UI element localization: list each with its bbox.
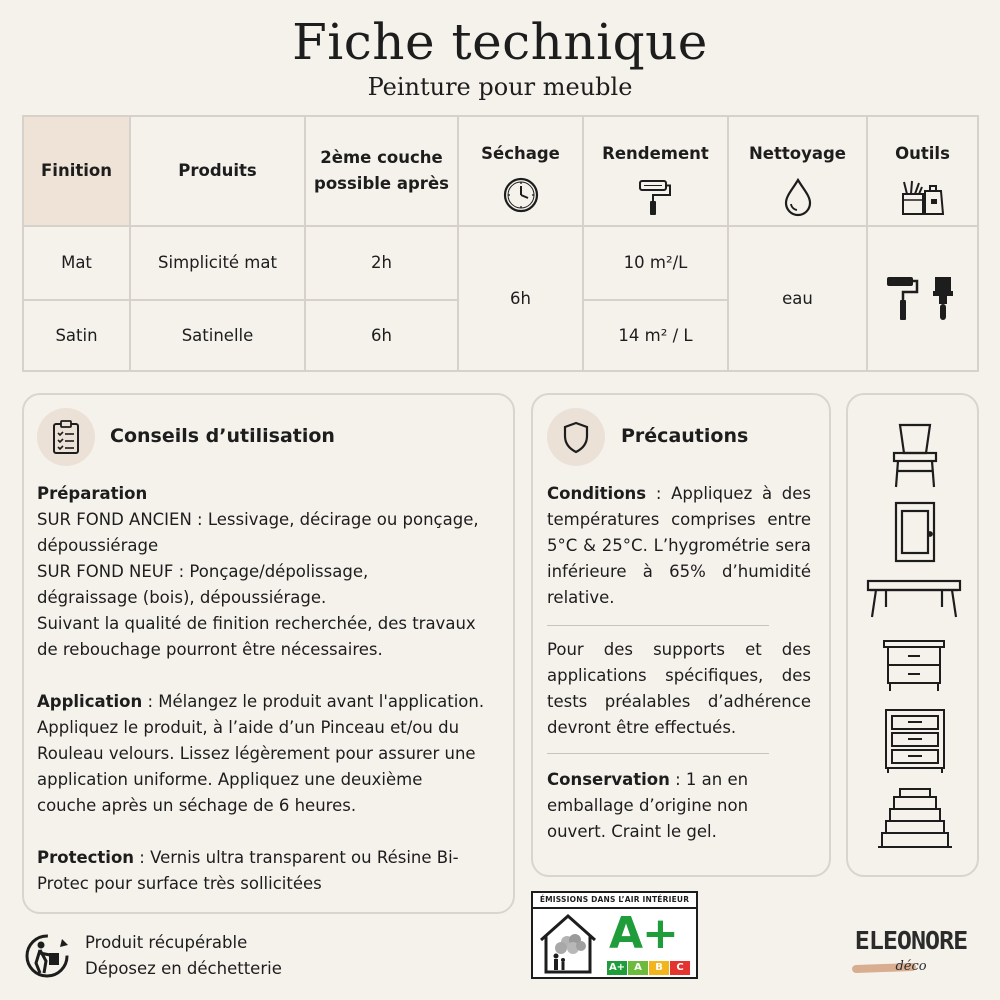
conseils-icon-circle [37,408,95,466]
precautions-title: Précautions [621,425,749,447]
door-icon [896,503,934,561]
row-mat-produit: Simplicité mat [158,253,277,272]
supports-line: applications spécifiques, des [547,666,811,685]
recycle-line2: Déposez en déchetterie [85,959,282,978]
preparation-line: SUR FOND NEUF : Ponçage/dépolissage, [37,562,369,581]
chair-icon [894,425,936,487]
header-nettoyage [729,117,866,227]
scale-aplus: A+ [608,962,626,973]
row-mat-finition: Mat [61,253,92,272]
recycle-text [85,930,282,982]
conditions-line: : Appliquez à des [646,484,811,503]
conditions-title: Conditions [547,484,647,503]
scale-b: B [649,961,669,975]
conditions-line: températures comprises entre [547,510,811,529]
application-line: Appliquez le produit, à l’aide d’un Pinceau et/ou du [37,718,460,737]
header-finition: Finition [41,161,112,180]
sechage-value: 6h [510,288,531,308]
brand-sub: déco [895,959,927,974]
header-nettoyage-label: Nettoyage [748,144,846,163]
row-mat-rendement: 10 m²/L [623,253,688,272]
row-satin-finition: Satin [55,325,98,345]
roller-and-brush-icon [883,274,963,324]
scale-c: C [670,961,690,975]
conservation-title: Conservation [547,770,670,789]
supports-line: Pour des supports et des [547,640,811,659]
water-drop-icon [780,177,816,217]
header-rendement [584,117,727,227]
brand-name: ELEONORE [854,926,968,955]
house-icon [537,912,599,974]
header-couche [306,117,457,225]
tech-table [22,115,979,372]
stairs-icon [878,789,952,847]
conditions-line: relative. [547,588,615,607]
precautions-card [531,393,831,877]
separator [547,753,769,754]
scale-a: A [628,961,648,975]
emissions-label: ÉMISSIONS DANS L’AIR INTÉRIEUR [539,895,690,904]
row-satin-couche: 6h [371,325,392,345]
shield-icon [561,420,591,454]
page-title: Fiche technique [292,13,708,71]
conservation-text [547,767,811,845]
furniture-illustrations [848,395,977,875]
emissions-grade: A+ [609,908,678,959]
conseils-body [37,481,507,897]
row-satin-produit: Satinelle [181,325,254,345]
supports-line: devront être effectués. [547,718,737,737]
protection-title: Protection [37,848,135,867]
header-sechage [459,117,582,227]
header-couche-line1: 2ème couche [320,148,443,167]
application-line: application uniforme. Appliquez une deuxième [37,770,423,789]
table-icon [868,581,960,617]
application-line: Rouleau velours. Lissez légèrement pour assurer une [37,744,476,763]
preparation-line: Suivant la qualité de finition recherchée, des travaux [37,614,476,633]
header-outils-label: Outils [895,144,950,163]
preparation-line: SUR FOND ANCIEN : Lessivage, décirage ou ponçage, [37,510,479,529]
conservation-line: emballage d’origine non [547,796,749,815]
checklist-icon [51,419,81,455]
conditions-line: 5°C & 25°C. L’hygrométrie sera [547,536,811,555]
header-sechage-label: Séchage [481,144,560,163]
supports-text [547,637,811,741]
row-satin-rendement: 14 m² / L [618,325,693,345]
protection-line: Protec pour surface très sollicitées [37,874,322,893]
preparation-line: de rebouchage pourront être nécessaires. [37,640,383,659]
paint-roller-icon [636,177,676,217]
page-subtitle: Peinture pour meuble [367,73,633,101]
nettoyage-value: eau [782,288,813,308]
header-rendement-label: Rendement [602,144,709,163]
header-couche-line2: possible après [314,174,449,193]
toolbox-icon [899,177,947,217]
precautions-icon-circle [547,408,605,466]
application-title: Application [37,692,143,711]
conditions-line: inférieure à 65% d’humidité [547,562,811,581]
preparation-line: dépoussiérage [37,536,159,555]
nightstand-icon [884,641,944,691]
emissions-badge [531,891,698,979]
preparation-title: Préparation [37,484,148,503]
conseils-title: Conseils d’utilisation [110,425,335,447]
application-line: : Mélangez le produit avant l'application. [142,692,485,711]
dresser-icon [886,710,944,773]
row-mat-couche: 2h [371,253,392,272]
header-produits: Produits [178,161,257,180]
conservation-line: : 1 an en [669,770,749,789]
header-outils [868,117,977,227]
preparation-line: dégraissage (bois), dépoussiérage. [37,588,327,607]
recycle-line1: Produit récupérable [85,933,248,952]
supports-line: tests préalables d’adhérence [547,692,811,711]
conseils-card [22,393,515,914]
outils-value [868,227,977,370]
furniture-card [846,393,979,877]
recycle-person-icon [22,931,72,981]
clock-icon [503,177,539,213]
brand-logo [848,924,974,984]
separator [547,625,769,626]
protection-line: : Vernis ultra transparent ou Résine Bi- [134,848,459,867]
emissions-scale [607,961,690,975]
application-line: couche après un séchage de 6 heures. [37,796,357,815]
conditions-text [547,481,811,611]
conservation-line: ouvert. Craint le gel. [547,822,717,841]
